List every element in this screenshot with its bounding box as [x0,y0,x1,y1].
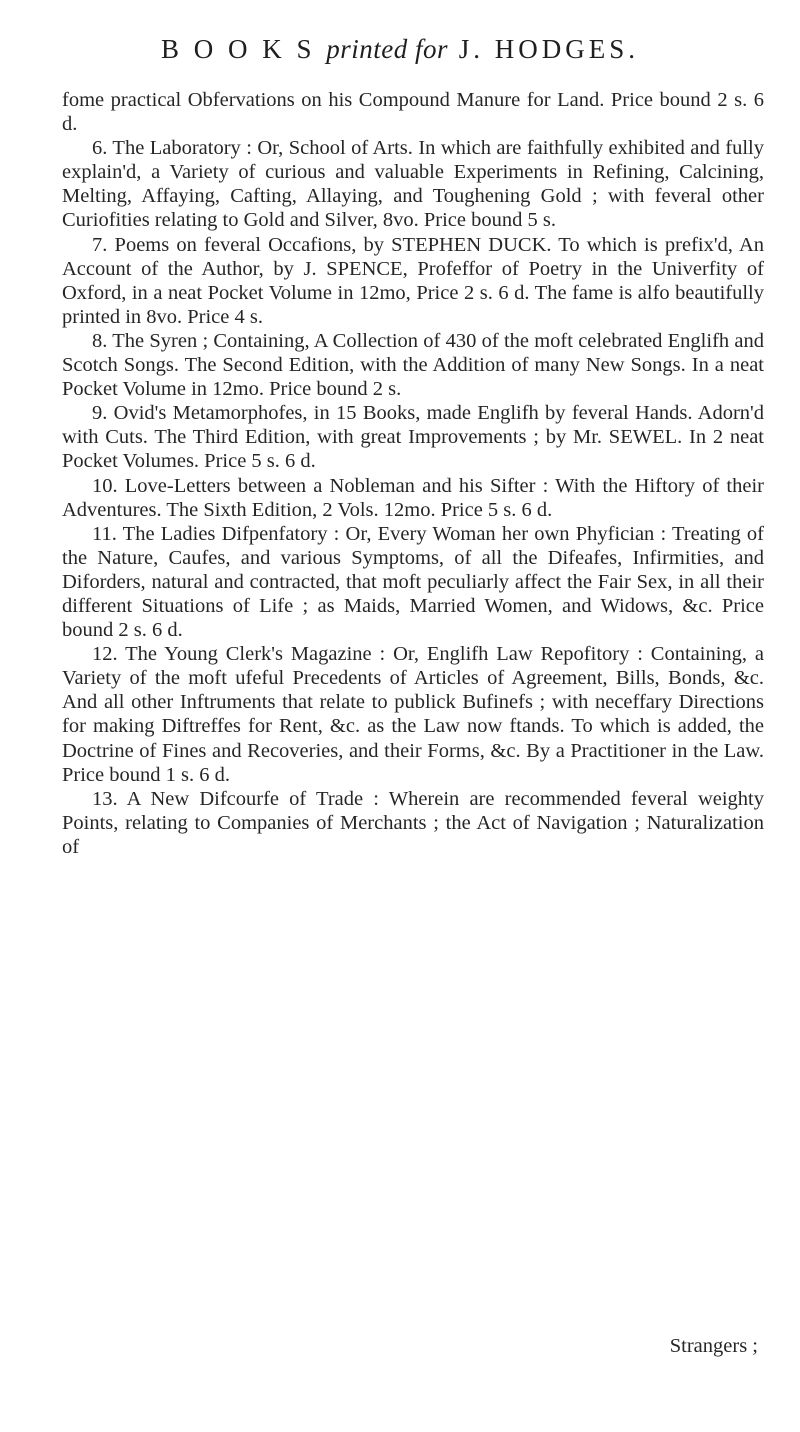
catchword: Strangers ; [669,1335,758,1357]
catalogue-text [62,88,764,859]
entry-9-ovid: 9. Ovid's Metamorphofes, in 15 Books, made Englifh by feveral Hands. Adorn'd with Cuts. The Third Edition, with great Improvements ; by Mr. SEWEL. In 2 neat Pocket Volumes. Price 5 s. 6 d. [62,402,764,473]
entry-11-ladies-dispensatory: 11. The Ladies Difpenfatory : Or, Every Woman her own Phyfician : Treating of the Nature, Caufes, and various Symptoms, of all the Difeafes, Infirmities, and Diforders, natural and contracted, that moft peculiarly affect the Fair Sex, in all their different Situations of Life ; as Maids, Married Women, and Widows, &c. Price bound 2 s. 6 d. [62,522,764,642]
entry-12-young-clerks-magazine: 12. The Young Clerk's Magazine : Or, Englifh Law Repofitory : Containing, a Variety of the moft ufeful Precedents of Articles of Agreement, Bills, Bonds, &c. And all other Inftruments that relate to publick Bufinefs ; with neceffary Directions for making Diftreffes for Rent, &c. as the Law now ftands. To which is added, the Doctrine of Fines and Recoveries, and their Forms, &c. By a Practitioner in the Law. Price bound 1 s. 6 d. [62,643,764,786]
running-head-caps: B O O K S [160,34,316,64]
entry-7-poems: 7. Poems on feveral Occafions, by STEPHEN DUCK. To which is prefix'd, An Account of the Author, by J. SPENCE, Profeffor of Poetry in the Univerfity of Oxford, in a neat Pocket Volume in 12mo, Price 2 s. 6 d. The fame is alfo beautifully printed in 8vo. Price 4 s. [62,233,764,328]
entry-10-love-letters: 10. Love-Letters between a Nobleman and his Sifter : With the Hiftory of their Adventures. The Sixth Edition, 2 Vols. 12mo. Price 5 s. 6 d. [62,474,764,521]
running-head [0,34,800,65]
running-head-italic: printed for [326,34,449,64]
entry-continuation: fome practical Obfervations on his Compound Manure for Land. Price bound 2 s. 6 d. [62,89,764,136]
entry-8-syren: 8. The Syren ; Containing, A Collection of 430 of the moft celebrated Englifh and Scotch Songs. The Second Edition, with the Addition of many New Songs. In a neat Pocket Volume in 12mo. Price bound 2 s. [62,329,764,401]
entry-6-laboratory: 6. The Laboratory : Or, School of Arts. In which are faithfully exhibited and fully explain'd, a Variety of curious and valuable Experiments in Refining, Calcining, Melting, Affaying, Cafting, Allaying, and Toughening Gold ; with feveral other Curiofities relating to Gold and Silver, 8vo. Price bound 5 s. [62,137,764,232]
running-head-name: J. HODGES. [458,34,640,64]
entry-13-discourse-of-trade: 13. A New Difcourfe of Trade : Wherein are recommended feveral weighty Points, relating to Companies of Merchants ; the Act of Navigation ; Naturalization of [62,787,764,858]
